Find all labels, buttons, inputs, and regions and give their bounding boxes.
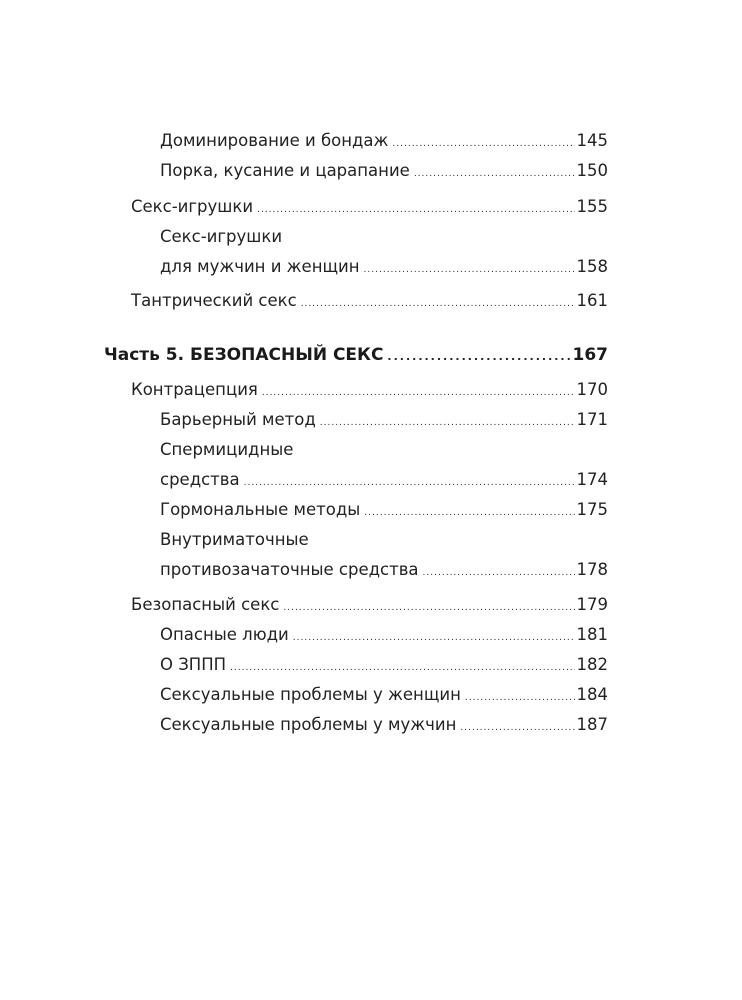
dot-leader <box>257 200 574 220</box>
dot-leader <box>283 598 574 618</box>
toc-entry-title: средства <box>160 470 240 489</box>
toc-entry <box>131 291 608 314</box>
toc-entry <box>160 625 608 648</box>
toc-entry <box>131 197 608 220</box>
toc-entry-title: Порка, кусание и царапание <box>160 161 410 180</box>
dot-leader <box>364 503 574 523</box>
toc-entry-title: Гормональные методы <box>160 500 361 519</box>
toc-entry-title: О ЗППП <box>160 655 227 674</box>
toc-entry-title: Безопасный секс <box>131 595 280 614</box>
toc-entry-page: 158 <box>576 257 608 276</box>
dot-leader <box>465 688 575 708</box>
toc-entry <box>160 470 608 493</box>
dot-leader <box>387 347 570 367</box>
toc-entry-page: 170 <box>576 380 608 399</box>
toc-entry-title-line: Спермицидные <box>160 440 294 459</box>
toc-entry-title: противозачаточные средства <box>160 560 419 579</box>
toc-entry-title: Барьерный метод <box>160 410 316 429</box>
toc-entry-page: 174 <box>576 470 608 489</box>
toc-entry <box>160 257 608 280</box>
toc-entry-title: Секс-игрушки <box>131 197 254 216</box>
toc-entry-page: 178 <box>576 560 608 579</box>
toc-entry-title-line: Внутриматочные <box>160 530 309 549</box>
toc-entry <box>160 131 608 154</box>
toc-entry-page: 179 <box>576 595 608 614</box>
toc-entry-title: Тантрический секс <box>131 291 297 310</box>
toc-entry <box>131 595 608 618</box>
toc-entry-page: 175 <box>576 500 608 519</box>
toc-entry-page: 171 <box>576 410 608 429</box>
toc-entry-title: Доминирование и бондаж <box>160 131 389 150</box>
toc-entry-page: 161 <box>576 291 608 310</box>
toc-entry <box>160 500 608 523</box>
dot-leader <box>414 164 575 184</box>
toc-entry <box>160 560 608 583</box>
dot-leader <box>262 383 575 403</box>
toc-entry-title: Сексуальные проблемы у мужчин <box>160 715 457 734</box>
toc-entry-title: Опасные люди <box>160 625 289 644</box>
toc-part-page: 167 <box>572 345 608 365</box>
toc-entry-page: 145 <box>576 131 608 150</box>
dot-leader <box>423 563 575 583</box>
toc-entry-page: 155 <box>576 197 608 216</box>
toc-entry-title-line: Секс-игрушки <box>160 227 283 246</box>
toc-entry <box>160 685 608 708</box>
dot-leader <box>301 294 575 314</box>
dot-leader <box>320 413 575 433</box>
toc-entry-title: Сексуальные проблемы у женщин <box>160 685 461 704</box>
dot-leader <box>230 658 574 678</box>
toc-entry-title: для мужчин и женщин <box>160 257 360 276</box>
toc-entry <box>160 410 608 433</box>
dot-leader <box>392 134 574 154</box>
dot-leader <box>293 628 575 648</box>
toc-entry-page: 181 <box>576 625 608 644</box>
toc-entry-page: 150 <box>576 161 608 180</box>
toc-part-heading <box>104 345 608 367</box>
dot-leader <box>460 718 574 738</box>
toc-entry <box>131 380 608 403</box>
toc-entry <box>160 161 608 184</box>
dot-leader <box>244 473 575 493</box>
toc-entry <box>160 655 608 678</box>
toc-entry-page: 187 <box>576 715 608 734</box>
toc-entry-page: 184 <box>576 685 608 704</box>
dot-leader <box>364 260 575 280</box>
toc-entry-page: 182 <box>576 655 608 674</box>
toc-entry <box>160 715 608 738</box>
toc-entry-title: Контрацепция <box>131 380 258 399</box>
toc-part-title: Часть 5. БЕЗОПАСНЫЙ СЕКС <box>104 345 384 365</box>
